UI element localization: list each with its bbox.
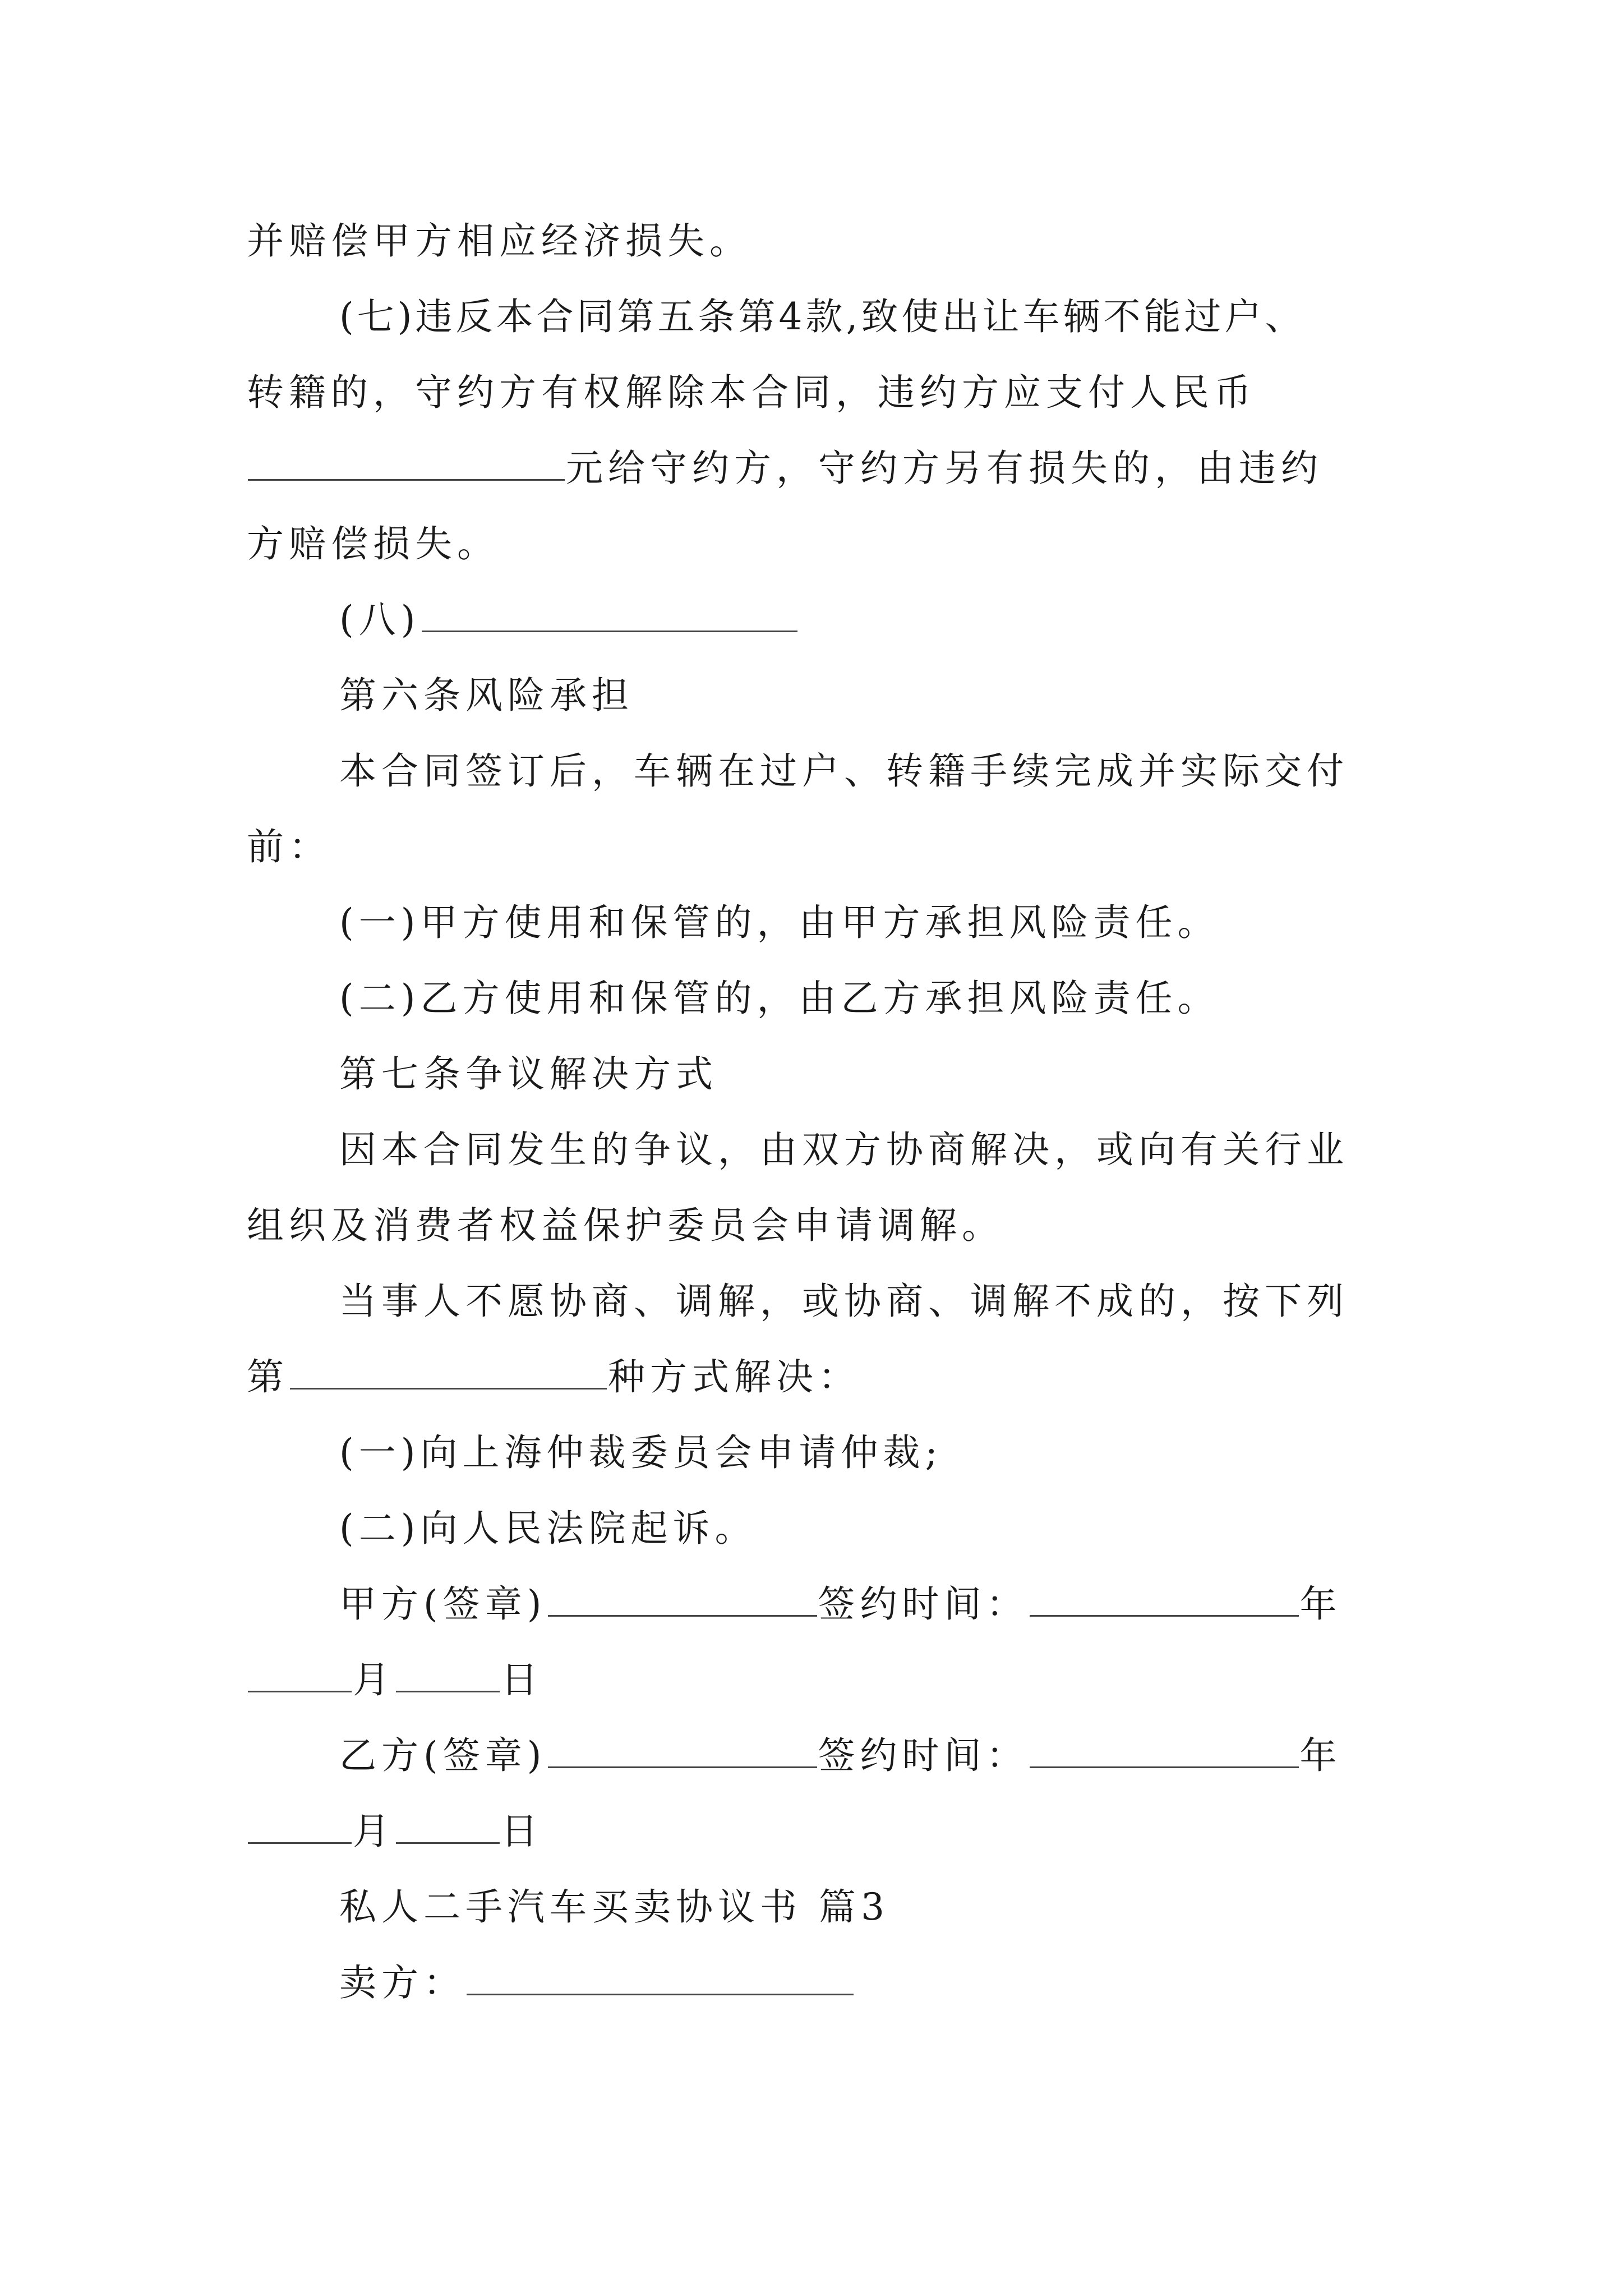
text-segment: 元给守约方，守约方另有损失的，由违约	[566, 447, 1323, 490]
month-label: 月	[353, 1810, 395, 1853]
month-label: 月	[353, 1658, 395, 1701]
year-blank	[1030, 1581, 1299, 1617]
text-segment: 第	[247, 1355, 289, 1398]
month-blank	[248, 1657, 352, 1692]
text-line: 当事人不愿协商、调解，或协商、调解不成的，按下列	[339, 1280, 1349, 1323]
clause-8-line	[339, 595, 799, 645]
party-a-signature-line	[339, 1579, 1342, 1630]
day-blank	[396, 1809, 500, 1844]
amount-blank	[248, 445, 565, 481]
amount-line	[247, 443, 1323, 494]
clause-8-blank	[422, 597, 797, 632]
party-a-signature-blank	[548, 1581, 817, 1617]
text-line: (二)向人民法院起诉。	[339, 1507, 757, 1550]
sign-time-label: 签约时间：	[818, 1582, 1029, 1626]
text-line: (二)乙方使用和保管的，由乙方承担风险责任。	[339, 977, 1220, 1020]
text-line: 前：	[247, 825, 331, 868]
party-a-label: 甲方(签章)	[339, 1582, 547, 1626]
day-label: 日	[501, 1658, 543, 1701]
party-b-date-line	[247, 1806, 543, 1857]
article-6-heading: 第六条风险承担	[339, 674, 634, 717]
section-title: 私人二手汽车买卖协议书 篇3	[339, 1885, 889, 1929]
seller-blank	[467, 1960, 854, 1995]
party-b-label: 乙方(签章)	[339, 1734, 547, 1777]
sign-time-label: 签约时间：	[818, 1734, 1029, 1777]
day-label: 日	[501, 1810, 543, 1853]
party-b-signature-line	[339, 1731, 1342, 1781]
party-b-signature-blank	[548, 1733, 817, 1768]
clause-7-line: (七)违反本合同第五条第4款,致使出让车辆不能过户、	[339, 295, 1306, 338]
text-line: 转籍的，守约方有权解除本合同，违约方应支付人民币	[247, 371, 1256, 414]
party-a-date-line	[247, 1655, 543, 1705]
method-blank	[290, 1354, 607, 1389]
text-line: 方赔偿损失。	[247, 522, 499, 565]
clause-8-label: (八)	[339, 598, 421, 641]
day-blank	[396, 1657, 500, 1692]
year-label: 年	[1299, 1582, 1342, 1626]
seller-label: 卖方：	[339, 1961, 465, 2004]
text-segment: 种方式解决：	[608, 1355, 860, 1398]
text-line: 因本合同发生的争议，由双方协商解决，或向有关行业	[339, 1128, 1349, 1171]
seller-line	[339, 1958, 855, 2008]
text-line: 并赔偿甲方相应经济损失。	[247, 219, 751, 263]
year-label: 年	[1299, 1734, 1342, 1777]
method-choice-line	[247, 1352, 860, 1402]
text-line: (一)向上海仲裁委员会申请仲裁;	[339, 1431, 943, 1474]
year-blank	[1030, 1733, 1299, 1768]
text-line: (一)甲方使用和保管的，由甲方承担风险责任。	[339, 901, 1220, 944]
text-line: 组织及消费者权益保护委员会申请调解。	[247, 1204, 1004, 1247]
text-line: 本合同签订后，车辆在过户、转籍手续完成并实际交付	[339, 749, 1349, 793]
month-blank	[248, 1809, 352, 1844]
article-7-heading: 第七条争议解决方式	[339, 1052, 718, 1096]
